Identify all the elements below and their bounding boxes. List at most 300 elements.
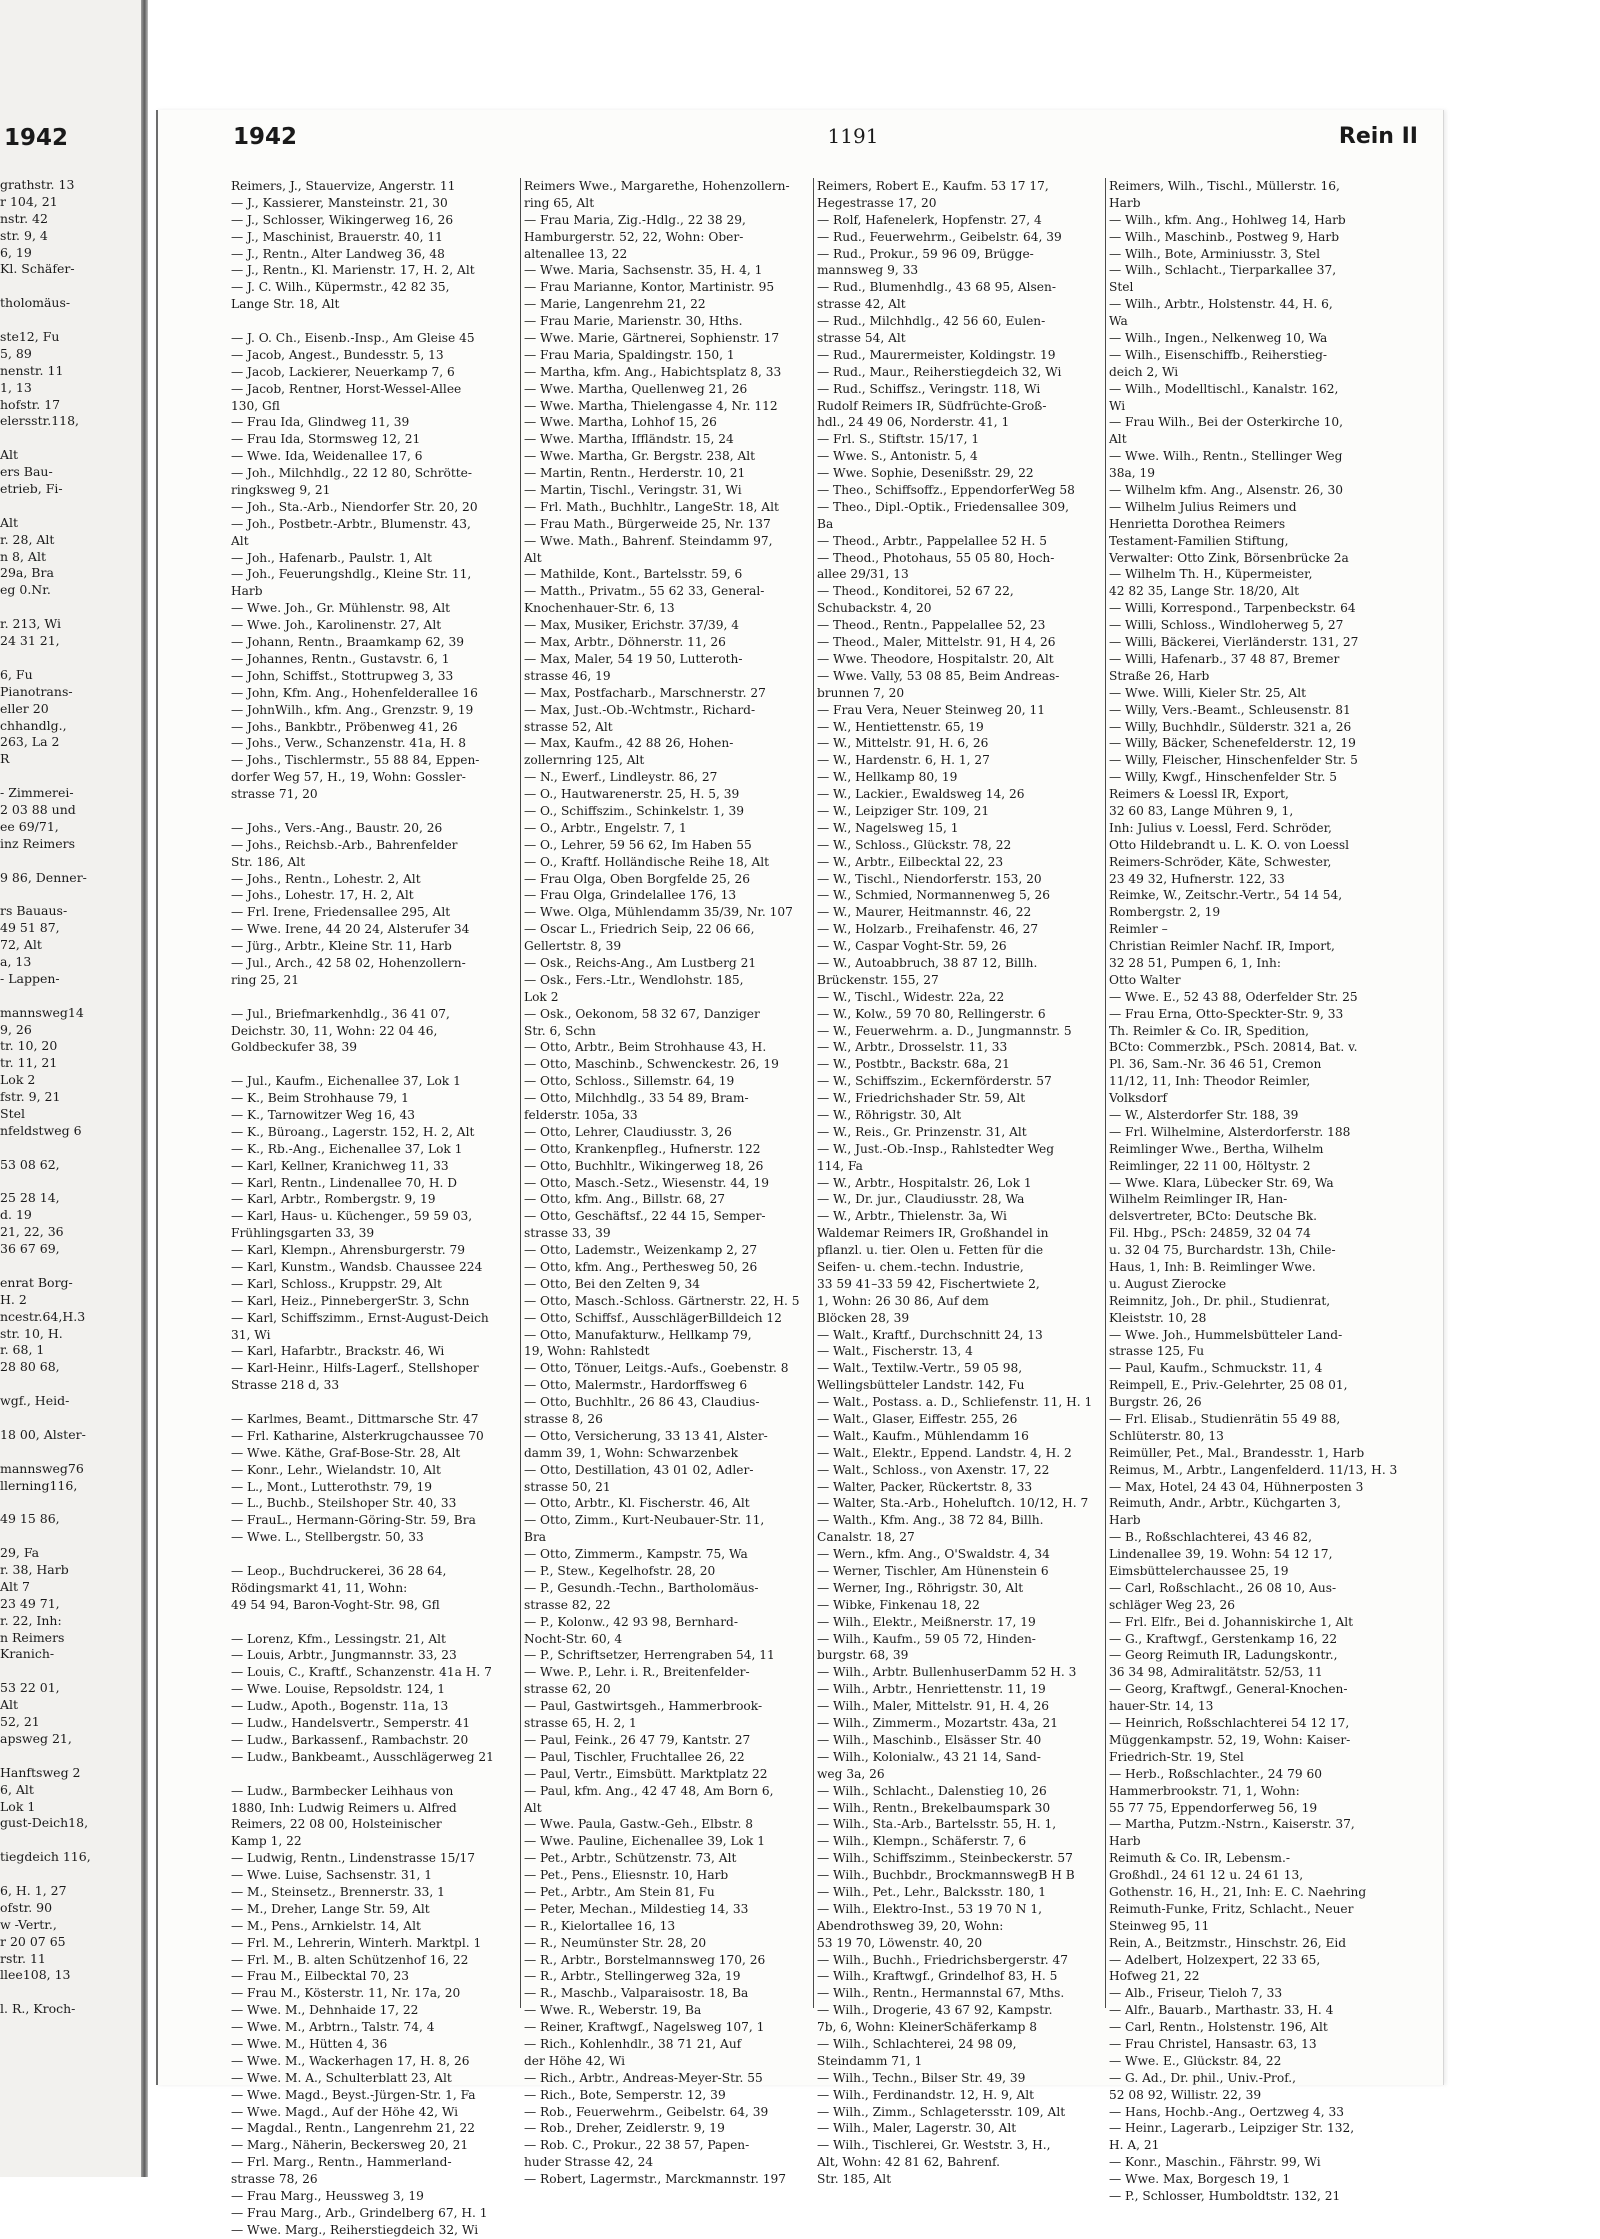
directory-entry-line: — Wilh., Tischlerei, Gr. Weststr. 3, H., bbox=[817, 2138, 1051, 2153]
directory-entry-line: — W., Hellkamp 80, 19 bbox=[817, 770, 958, 785]
page-number: 1191 bbox=[827, 124, 879, 148]
left-page-fragment: Alt bbox=[0, 447, 19, 463]
directory-entry-line: — Joh., Sta.-Arb., Niendorfer Str. 20, 20 bbox=[231, 499, 478, 514]
directory-column-3 bbox=[817, 178, 1100, 2187]
left-page-fragment: Lok 1 bbox=[0, 1798, 36, 1814]
left-page-fragment: n Reimers bbox=[0, 1629, 65, 1645]
directory-entry-line: — Reiner, Kraftwgf., Nagelsweg 107, 1 bbox=[524, 2020, 765, 2035]
directory-entry-line: — Alb., Friseur, Tieloh 7, 33 bbox=[1109, 1986, 1283, 2001]
directory-page bbox=[156, 110, 1444, 2237]
directory-entry-line: Reimlinger Wwe., Bertha, Wilhelm bbox=[1109, 1141, 1324, 1156]
left-page-fragment bbox=[0, 1494, 138, 1511]
left-page-fragment: nenstr. 11 bbox=[0, 362, 64, 378]
directory-entry-line: Str. 186, Alt bbox=[231, 854, 306, 869]
directory-entry-line: Brückenstr. 155, 27 bbox=[817, 972, 939, 987]
directory-column-4 bbox=[1109, 178, 1398, 2203]
directory-entry-line: — W., Tischl., Niendorferstr. 153, 20 bbox=[817, 871, 1042, 886]
directory-entry-line: Müggenkampstr. 52, 19, Wohn: Kaiser- bbox=[1109, 1732, 1351, 1747]
directory-entry-line: allee 29/31, 13 bbox=[817, 567, 909, 582]
directory-entry-line: — Ludwig, Rentn., Lindenstrasse 15/17 bbox=[231, 1851, 475, 1866]
directory-entry-line: — Martha, Putzm.-Nstrn., Kaiserstr. 37, bbox=[1109, 1817, 1355, 1832]
directory-entry-line: — Otto, Bei den Zelten 9, 34 bbox=[524, 1276, 701, 1291]
directory-entry-line: Wi bbox=[1109, 398, 1126, 413]
directory-entry-line: 130, Gfl bbox=[231, 398, 280, 413]
left-page-fragment: Lok 2 bbox=[0, 1072, 36, 1088]
directory-entry-line: — Heinrich, Roßschlachterei 54 12 17, bbox=[1109, 1716, 1350, 1731]
directory-entry-line: — Heinr., Lagerarb., Leipziger Str. 132, bbox=[1109, 2121, 1355, 2136]
directory-entry-line: Steindamm 71, 1 bbox=[817, 2053, 923, 2068]
directory-entry-line: — Walt., Elektr., Eppend. Landstr. 4, H. 2 bbox=[817, 1445, 1072, 1460]
left-page-fragment: nstr. 42 bbox=[0, 210, 48, 226]
left-page-fragment: 5, 89 bbox=[0, 345, 32, 361]
directory-entry-line: — Wilh., Buchbdr., BrockmannswegB H B bbox=[817, 1868, 1075, 1883]
left-page-fragment: elersstr.118, bbox=[0, 413, 80, 429]
left-page-fragment: d. 19 bbox=[0, 1207, 32, 1223]
left-page-fragment: tiegdeich 116, bbox=[0, 1849, 91, 1865]
directory-entry-line: — Otto, Masch.-Setz., Wiesenstr. 44, 19 bbox=[524, 1175, 769, 1190]
directory-entry-line: — Willy, Vers.-Beamt., Schleusenstr. 81 bbox=[1109, 702, 1351, 717]
directory-entry-line: — Wilh., Eisenschiffb., Reiherstieg- bbox=[1109, 347, 1328, 362]
directory-entry-line: — Theod., Konditorei, 52 67 22, bbox=[817, 584, 1014, 599]
left-page-fragment: eg 0.Nr. bbox=[0, 582, 51, 598]
directory-entry-line: Burgstr. 26, 26 bbox=[1109, 1395, 1202, 1410]
directory-entry-line: Harb bbox=[1109, 195, 1141, 210]
left-page-fragment bbox=[0, 1528, 138, 1545]
directory-entry-line: — Osk., Oekonom, 58 32 67, Danziger bbox=[524, 1006, 760, 1021]
directory-entry-line: — Rud., Feuerwehrm., Geibelstr. 64, 39 bbox=[817, 229, 1062, 244]
book-gutter bbox=[141, 0, 148, 2177]
directory-entry-line: — Walt., Kraftf., Durchschnitt 24, 13 bbox=[817, 1327, 1043, 1342]
directory-entry-line: — Otto, Manufakturw., Hellkamp 79, bbox=[524, 1327, 752, 1342]
directory-entry-line: Rombergstr. 2, 19 bbox=[1109, 905, 1221, 920]
directory-entry-line: — Karl, Schiffszimm., Ernst-August-Deich bbox=[231, 1310, 489, 1325]
directory-entry-line: — J., Rentn., Alter Landweg 36, 48 bbox=[231, 246, 445, 261]
directory-entry-line: — Wwe. P., Lehr. i. R., Breitenfelder- bbox=[524, 1665, 750, 1680]
directory-entry-line: delsvertreter, BCto: Deutsche Bk. bbox=[1109, 1209, 1318, 1224]
directory-entry-line: — Peter, Mechan., Mildestieg 14, 33 bbox=[524, 1901, 749, 1916]
left-page-fragment: str. 10, H. bbox=[0, 1325, 63, 1341]
directory-entry-line: — Rob. C., Prokur., 22 38 57, Papen- bbox=[524, 2138, 750, 2153]
directory-entry-line: — Wilh., Klempn., Schäferstr. 7, 6 bbox=[817, 1834, 1027, 1849]
directory-entry-line: — W., Friedrichshader Str. 59, Alt bbox=[817, 1091, 1026, 1106]
directory-entry-line: — Frau M., Kösterstr. 11, Nr. 17a, 20 bbox=[231, 1986, 461, 2001]
directory-entry-line: — O., Arbtr., Engelstr. 7, 1 bbox=[524, 820, 687, 835]
directory-entry-line: — Joh., Feuerungshdlg., Kleine Str. 11, bbox=[231, 567, 472, 582]
directory-entry-line: 31, Wi bbox=[231, 1327, 271, 1342]
directory-entry-line: — Walter, Sta.-Arb., Hoheluftch. 10/12, H. 7 bbox=[817, 1496, 1089, 1511]
directory-entry-line: — Willi, Korrespond., Tarpenbeckstr. 64 bbox=[1109, 601, 1356, 616]
directory-entry-line: — Wwe. S., Antonistr. 5, 4 bbox=[817, 449, 978, 464]
directory-entry-line: Alt bbox=[524, 550, 542, 565]
directory-entry-line: — Willi, Schloss., Windloherweg 5, 27 bbox=[1109, 618, 1344, 633]
directory-entry-line: — Wwe. Magd., Beyst.-Jürgen-Str. 1, Fa bbox=[231, 2087, 476, 2102]
left-page-fragment: 1, 13 bbox=[0, 379, 32, 395]
directory-entry-line: — Max, Just.-Ob.-Wchtmstr., Richard- bbox=[524, 702, 756, 717]
left-page-fragment: Alt bbox=[0, 1697, 19, 1713]
left-page-fragment: r. 68, 1 bbox=[0, 1342, 45, 1358]
directory-entry-line: — Wilh., Zimmerm., Mozartstr. 43a, 21 bbox=[817, 1716, 1058, 1731]
left-page-fragment: apsweg 21, bbox=[0, 1730, 72, 1746]
directory-entry-line: — Paul, kfm. Ang., 42 47 48, Am Born 6, bbox=[524, 1783, 774, 1798]
directory-entry-line: Rudolf Reimers IR, Südfrüchte-Groß- bbox=[817, 398, 1047, 413]
directory-entry-line: 55 77 75, Eppendorferweg 56, 19 bbox=[1109, 1800, 1318, 1815]
directory-entry-line: — Otto, kfm. Ang., Perthesweg 50, 26 bbox=[524, 1260, 758, 1274]
directory-entry-line: — W., Arbtr., Drosselstr. 11, 33 bbox=[817, 1040, 1008, 1055]
directory-entry-line: pflanzl. u. tier. Olen u. Fetten für die bbox=[817, 1243, 1044, 1258]
directory-entry-line bbox=[231, 1546, 514, 1563]
directory-entry-line: Friedrich-Str. 19, Stel bbox=[1109, 1749, 1244, 1764]
directory-entry-line: Reimpell, E., Priv.-Gelehrter, 25 08 01, bbox=[1109, 1378, 1348, 1393]
directory-entry-line: Abendrothsweg 39, 20, Wohn: bbox=[817, 1918, 1004, 1933]
directory-entry-line: strasse 50, 21 bbox=[524, 1479, 611, 1494]
directory-entry-line: — R., Neumünster Str. 28, 20 bbox=[524, 1935, 707, 1950]
directory-entry-line: — Frl. Elfr., Bei d. Johanniskirche 1, Alt bbox=[1109, 1614, 1354, 1629]
left-page-fragment: 25 28 14, bbox=[0, 1190, 60, 1206]
left-page-fragment: inz Reimers bbox=[0, 835, 76, 851]
directory-entry-line: — Otto, Zimmerm., Kampstr. 75, Wa bbox=[524, 1547, 748, 1562]
directory-entry-line: Testament-Familien Stiftung, bbox=[1109, 533, 1289, 548]
directory-entry-line: 36 34 98, Admiralitätstr. 52/53, 11 bbox=[1109, 1665, 1323, 1680]
directory-entry-line: — Otto, Milchhdlg., 33 54 89, Bram- bbox=[524, 1091, 749, 1106]
directory-entry-line: Str. 6, Schn bbox=[524, 1023, 596, 1038]
directory-entry-line: — W., Hentiettenstr. 65, 19 bbox=[817, 719, 984, 734]
directory-entry-line: — Ludw., Handelsvertr., Semperstr. 41 bbox=[231, 1716, 471, 1731]
directory-entry-line: — Willy, Buchhdlr., Sülderstr. 321 a, 26 bbox=[1109, 719, 1352, 734]
directory-entry-line: — Frau Maria, Zig.-Hdlg., 22 38 29, bbox=[524, 212, 746, 227]
left-page-fragment: ee 69/71, bbox=[0, 818, 59, 834]
left-page-fragment: 29a, Bra bbox=[0, 565, 54, 581]
directory-entry-line: Reimers, J., Stauervize, Angerstr. 11 bbox=[231, 179, 456, 193]
directory-entry-line: Frühlingsgarten 33, 39 bbox=[231, 1226, 375, 1241]
left-page-fragment: wgf., Heid- bbox=[0, 1393, 70, 1409]
left-page-fragment: 72, Alt bbox=[0, 937, 42, 953]
directory-entry-line: — Wilh., Arbtr., Holstenstr. 44, H. 6, bbox=[1109, 297, 1333, 312]
directory-entry-line: — Karl, Rentn., Lindenallee 70, H. D bbox=[231, 1175, 457, 1190]
directory-entry-line: — Otto, Versicherung, 33 13 41, Alster- bbox=[524, 1428, 768, 1443]
directory-entry-line: Steinweg 95, 11 bbox=[1109, 1918, 1210, 1933]
directory-entry-line: Alt bbox=[231, 533, 249, 548]
directory-entry-line: — Walt., Textilw.-Vertr., 59 05 98, bbox=[817, 1361, 1023, 1376]
left-page-fragment: 263, La 2 bbox=[0, 734, 60, 750]
left-page-fragment bbox=[0, 853, 138, 870]
directory-entry-line: — Theo., Dipl.-Optik., Friedensallee 309, bbox=[817, 499, 1069, 514]
left-page-fragment: rs Bauaus- bbox=[0, 903, 68, 919]
directory-entry-line: — Rob., Dreher, Zeidlerstr. 9, 19 bbox=[524, 2121, 725, 2136]
directory-entry-line: — Theod., Arbtr., Pappelallee 52 H. 5 bbox=[817, 533, 1047, 548]
directory-entry-line: — G. Ad., Dr. phil., Univ.-Prof., bbox=[1109, 2070, 1297, 2085]
left-page-fragment: ers Bau- bbox=[0, 464, 53, 480]
directory-entry-line: — Frau Marg., Heussweg 3, 19 bbox=[231, 2188, 424, 2203]
directory-entry-line: — W., Röhrigstr. 30, Alt bbox=[817, 1107, 962, 1122]
directory-entry-line: — Wilh., Buchh., Friedrichsbergerstr. 47 bbox=[817, 1952, 1069, 1967]
directory-entry-line: — Wilh., Zimm., Schlagetersstr. 109, Alt bbox=[817, 2104, 1066, 2119]
left-page-fragment: ncestr.64,H.3 bbox=[0, 1308, 86, 1324]
left-page-fragment: 53 22 01, bbox=[0, 1680, 60, 1696]
directory-entry-line: — Wwe. Luise, Sachsenstr. 31, 1 bbox=[231, 1868, 433, 1883]
left-page-fragment bbox=[0, 278, 138, 295]
directory-entry-line: — W., Postbtr., Backstr. 68a, 21 bbox=[817, 1057, 1010, 1072]
directory-entry-line: — Walth., Kfm. Ang., 38 72 84, Billh. bbox=[817, 1513, 1044, 1528]
directory-entry-line: damm 39, 1, Wohn: Schwarzenbek bbox=[524, 1445, 738, 1460]
directory-entry-line: u. 32 04 75, Burchardstr. 13h, Chile- bbox=[1109, 1243, 1336, 1258]
directory-entry-line: Hammerbrookstr. 71, 1, Wohn: bbox=[1109, 1783, 1300, 1798]
directory-entry-line: — Rud., Maurermeister, Koldingstr. 19 bbox=[817, 347, 1056, 362]
left-page-fragment: l. R., Kroch- bbox=[0, 2001, 76, 2017]
left-page-fragment bbox=[0, 1258, 138, 1275]
directory-entry-line: — Wilh., Maler, Mittelstr. 91, H. 4, 26 bbox=[817, 1699, 1050, 1714]
directory-entry-line: — Frau Maria, Spaldingstr. 150, 1 bbox=[524, 347, 735, 362]
directory-entry-line: — Frau Vera, Neuer Steinweg 20, 11 bbox=[817, 702, 1045, 717]
directory-entry-line: — Otto, Destillation, 43 01 02, Adler- bbox=[524, 1462, 754, 1477]
directory-entry-line bbox=[231, 1394, 514, 1411]
directory-entry-line: — Johs., Verw., Schanzenstr. 41a, H. 8 bbox=[231, 736, 466, 751]
directory-entry-line: — Karl, Haus- u. Küchenger., 59 59 03, bbox=[231, 1209, 473, 1224]
directory-entry-line: Reimuth & Co. IR, Lebensm.- bbox=[1109, 1851, 1290, 1866]
directory-entry-line: — Wilhelm Th. H., Küpermeister, bbox=[1109, 567, 1313, 582]
directory-entry-line: — Wwe. Martha, Thielengasse 4, Nr. 112 bbox=[524, 398, 778, 413]
left-page-fragment bbox=[0, 1140, 138, 1157]
left-page-fragment bbox=[0, 498, 138, 515]
directory-entry-line: — Wwe. Joh., Karolinenstr. 27, Alt bbox=[231, 618, 442, 633]
left-page-fragment bbox=[0, 1984, 138, 2001]
directory-entry-line: — Johs., Lohestr. 17, H. 2, Alt bbox=[231, 888, 414, 903]
left-page-fragment: H. 2 bbox=[0, 1291, 27, 1307]
left-page-fragment bbox=[0, 1444, 138, 1461]
directory-entry-line: — Jacob, Angest., Bundesstr. 5, 13 bbox=[231, 347, 444, 362]
directory-entry-line: Reimlinger, 22 11 00, Höltystr. 2 bbox=[1109, 1158, 1311, 1173]
left-page-fragment: r. 213, Wi bbox=[0, 616, 61, 632]
directory-entry-line: — J. O. Ch., Eisenb.-Insp., Am Gleise 45 bbox=[231, 331, 475, 346]
directory-entry-line: Seifen- u. chem.-techn. Industrie, bbox=[817, 1260, 1024, 1274]
directory-entry-line: — Johannes, Rentn., Gustavstr. 6, 1 bbox=[231, 651, 450, 666]
directory-entry-line: — W., Kolw., 59 70 80, Rellingerstr. 6 bbox=[817, 1006, 1046, 1021]
directory-entry-line: — Joh., Postbetr.-Arbtr., Blumenstr. 43, bbox=[231, 516, 471, 531]
directory-entry-line: Christian Reimler Nachf. IR, Import, bbox=[1109, 939, 1335, 954]
directory-entry-line: — Frl. Math., Buchhltr., LangeStr. 18, Alt bbox=[524, 499, 779, 514]
directory-entry-line: strasse 52, Alt bbox=[524, 719, 613, 734]
directory-entry-line: strasse 62, 20 bbox=[524, 1682, 611, 1697]
directory-entry-line: 7b, 6, Wohn: KleinerSchäferkamp 8 bbox=[817, 2020, 1037, 2035]
directory-entry-line: — Karlmes, Beamt., Dittmarsche Str. 47 bbox=[231, 1412, 479, 1427]
left-page-fragment: nfeldstweg 6 bbox=[0, 1122, 82, 1138]
directory-entry-line: — Theod., Photohaus, 55 05 80, Hoch- bbox=[817, 550, 1055, 565]
directory-entry-line: — Wilhelm kfm. Ang., Alsenstr. 26, 30 bbox=[1109, 483, 1344, 498]
directory-entry-line bbox=[231, 1056, 514, 1073]
directory-entry-line: Knochenhauer-Str. 6, 13 bbox=[524, 601, 675, 616]
directory-entry-line: — Wilh., Rentn., Brekelbaumspark 30 bbox=[817, 1800, 1051, 1815]
directory-entry-line: strasse 33, 39 bbox=[524, 1226, 611, 1241]
directory-entry-line: — Wwe. Käthe, Graf-Bose-Str. 28, Alt bbox=[231, 1445, 461, 1460]
directory-entry-line bbox=[231, 989, 514, 1006]
directory-entry-line: — J., Schlosser, Wikingerweg 16, 26 bbox=[231, 212, 454, 227]
left-page-fragment: Kl. Schäfer- bbox=[0, 261, 75, 277]
directory-entry-line: huder Strasse 42, 24 bbox=[524, 2155, 654, 2170]
directory-entry-line: — Lorenz, Kfm., Lessingstr. 21, Alt bbox=[231, 1631, 446, 1646]
left-page-fragment bbox=[0, 1663, 138, 1680]
directory-entry-line: — Wwe. Joh., Hummelsbütteler Land- bbox=[1109, 1327, 1343, 1342]
directory-entry-line: Volksdorf bbox=[1109, 1091, 1168, 1106]
directory-entry-line: — Paul, Vertr., Eimsbütt. Marktplatz 22 bbox=[524, 1766, 768, 1781]
directory-entry-line: — Wwe. L., Stellbergstr. 50, 33 bbox=[231, 1530, 424, 1545]
directory-entry-line: strasse 65, H. 2, 1 bbox=[524, 1716, 637, 1731]
directory-entry-line: 1880, Inh: Ludwig Reimers u. Alfred bbox=[231, 1800, 457, 1815]
left-page-fragment: 49 51 87, bbox=[0, 920, 60, 936]
directory-entry-line: deich 2, Wi bbox=[1109, 364, 1179, 379]
directory-entry-line: — JohnWilh., kfm. Ang., Grenzstr. 9, 19 bbox=[231, 702, 474, 717]
directory-entry-line: — W., Alsterdorfer Str. 188, 39 bbox=[1109, 1107, 1299, 1122]
directory-entry-line: — Johann, Rentn., Braamkamp 62, 39 bbox=[231, 635, 464, 650]
directory-entry-line: — O., Lehrer, 59 56 62, Im Haben 55 bbox=[524, 837, 752, 852]
directory-entry-line: — Wwe. Paula, Gastw.-Geh., Elbstr. 8 bbox=[524, 1817, 753, 1832]
directory-entry-line: Wellingsbütteler Landstr. 142, Fu bbox=[817, 1378, 1025, 1393]
directory-entry-line: — Theod., Maler, Mittelstr. 91, H 4, 26 bbox=[817, 635, 1056, 650]
directory-entry-line: — Max, Maler, 54 19 50, Lutteroth- bbox=[524, 651, 743, 666]
directory-entry-line: — R., Kielortallee 16, 13 bbox=[524, 1918, 676, 1933]
directory-entry-line: — Jul., Arch., 42 58 02, Hohenzollern- bbox=[231, 955, 466, 970]
left-page-fragment: 24 31 21, bbox=[0, 633, 60, 649]
directory-entry-line: — Martin, Tischl., Veringstr. 31, Wi bbox=[524, 483, 742, 498]
directory-entry-line: — W., Feuerwehrm. a. D., Jungmannstr. 5 bbox=[817, 1023, 1072, 1038]
directory-entry-line: — Wwe. Klara, Lübecker Str. 69, Wa bbox=[1109, 1175, 1334, 1190]
directory-entry-line bbox=[231, 803, 514, 820]
directory-entry-line: 19, Wohn: Rahlstedt bbox=[524, 1344, 650, 1359]
left-page-fragment: 52, 21 bbox=[0, 1714, 40, 1730]
directory-entry-line: — Wilh., Kolonialw., 43 21 14, Sand- bbox=[817, 1749, 1041, 1764]
directory-entry-line: — W., Maurer, Heitmannstr. 46, 22 bbox=[817, 905, 1032, 920]
directory-entry-line: der Höhe 42, Wi bbox=[524, 2053, 626, 2068]
directory-entry-line: — N., Ewerf., Lindleystr. 86, 27 bbox=[524, 770, 718, 785]
directory-entry-line: — Wilh., Sta.-Arb., Bartelsstr. 55, H. 1, bbox=[817, 1817, 1057, 1832]
directory-entry-line: — Osk., Reichs-Ang., Am Lustberg 21 bbox=[524, 955, 757, 970]
directory-entry-line: — Wilh., Drogerie, 43 67 92, Kampstr. bbox=[817, 2003, 1053, 2018]
directory-entry-line: — Wwe. Math., Bahrenf. Steindamm 97, bbox=[524, 533, 773, 548]
directory-entry-line: — Max, Hotel, 24 43 04, Hühnerposten 3 bbox=[1109, 1479, 1364, 1494]
directory-entry-line: — Wilh., Schlachterei, 24 98 09, bbox=[817, 2036, 1017, 2051]
directory-entry-line: Reimers, Robert E., Kaufm. 53 17 17, bbox=[817, 179, 1049, 193]
directory-entry-line: — W., Dr. jur., Claudiusstr. 28, Wa bbox=[817, 1192, 1025, 1207]
directory-entry-line: — Willy, Fleischer, Hinschenfelder Str. 5 bbox=[1109, 753, 1358, 768]
directory-entry-line: — Frl. Marg., Rentn., Hammerland- bbox=[231, 2155, 452, 2170]
directory-entry-line: — Pet., Pens., Eliesnstr. 10, Harb bbox=[524, 1868, 729, 1883]
left-page-fragment: mannsweg14 bbox=[0, 1004, 84, 1020]
directory-entry-line: — Willy, Kwgf., Hinschenfelder Str. 5 bbox=[1109, 770, 1338, 785]
directory-entry-line: — W., Caspar Voght-Str. 59, 26 bbox=[817, 939, 1007, 954]
directory-entry-line: — Ludw., Bankbeamt., Ausschlägerweg 21 bbox=[231, 1749, 494, 1764]
directory-entry-line: — Werner, Tischler, Am Hünenstein 6 bbox=[817, 1564, 1049, 1579]
directory-entry-line: — Wwe. Olga, Mühlendamm 35/39, Nr. 107 bbox=[524, 905, 793, 920]
directory-entry-line: — Adelbert, Holzexpert, 22 33 65, bbox=[1109, 1952, 1321, 1967]
directory-entry-line: — W., Schloss., Glückstr. 78, 22 bbox=[817, 837, 1012, 852]
left-page-fragment: ofstr. 90 bbox=[0, 1899, 53, 1915]
left-page-fragment: etrieb, Fi- bbox=[0, 481, 63, 497]
left-page-fragment bbox=[0, 1174, 138, 1191]
directory-entry-line: — Wwe. E., 52 43 88, Oderfelder Str. 25 bbox=[1109, 989, 1358, 1004]
directory-entry-line: — Frau Ida, Stormsweg 12, 21 bbox=[231, 432, 421, 447]
directory-entry-line: — W., Reis., Gr. Prinzenstr. 31, Alt bbox=[817, 1124, 1027, 1139]
directory-entry-line: — Wwe. Irene, 44 20 24, Alsterufer 34 bbox=[231, 922, 470, 937]
directory-entry-line: — Wilh., Schlacht., Dalenstieg 10, 26 bbox=[817, 1783, 1047, 1798]
directory-entry-line: mannsweg 9, 33 bbox=[817, 263, 919, 278]
directory-entry-line: — Wwe. Martha, Quellenweg 21, 26 bbox=[524, 381, 748, 396]
directory-entry-line: Schlüterstr. 80, 13 bbox=[1109, 1428, 1224, 1443]
directory-entry-line: — Walt., Fischerstr. 13, 4 bbox=[817, 1344, 973, 1359]
directory-entry-line: — Wibke, Finkenau 18, 22 bbox=[817, 1597, 980, 1612]
directory-entry-line: — Carl, Rentn., Holstenstr. 196, Alt bbox=[1109, 2020, 1328, 2035]
directory-entry-line: — Magdal., Rentn., Langenrehm 21, 22 bbox=[231, 2121, 475, 2136]
running-head: Rein II bbox=[1338, 124, 1418, 149]
directory-entry-line: — Georg, Kraftwgf., General-Knochen- bbox=[1109, 1682, 1348, 1697]
directory-entry-line: weg 3a, 26 bbox=[817, 1766, 885, 1781]
directory-entry-line: — Frl. M., Lehrerin, Winterh. Marktpl. 1 bbox=[231, 1935, 482, 1950]
directory-entry-line: Stel bbox=[1109, 280, 1134, 295]
directory-entry-line: — J., Rentn., Kl. Marienstr. 17, H. 2, Alt bbox=[231, 263, 475, 278]
directory-entry-line: Pl. 36, Sam.-Nr. 36 46 51, Cremon bbox=[1109, 1057, 1322, 1072]
directory-entry-line: brunnen 7, 20 bbox=[817, 685, 905, 700]
directory-entry-line: ring 65, Alt bbox=[524, 195, 595, 210]
directory-entry-line bbox=[231, 1766, 514, 1783]
directory-entry-line: 42 82 35, Lange Str. 18/20, Alt bbox=[1109, 584, 1300, 599]
left-page-fragment bbox=[0, 1376, 138, 1393]
directory-entry-line: — Frl. Katharine, Alsterkrugchaussee 70 bbox=[231, 1428, 484, 1443]
directory-entry-line: — Wilh., Elektr., Meißnerstr. 17, 19 bbox=[817, 1614, 1036, 1629]
directory-entry-line: — Max, Arbtr., Döhnerstr. 11, 26 bbox=[524, 635, 726, 650]
directory-entry-line: — Wilh., Kaufm., 59 05 72, Hinden- bbox=[817, 1631, 1036, 1646]
directory-entry-line: — Wilh., Techn., Bilser Str. 49, 39 bbox=[817, 2070, 1026, 2085]
directory-entry-line: — Martha, kfm. Ang., Habichtsplatz 8, 33 bbox=[524, 364, 782, 379]
directory-entry-line: 1, Wohn: 26 30 86, Auf dem bbox=[817, 1293, 989, 1308]
directory-entry-line: — Otto, Schiffsf., AusschlägerBilldeich 12 bbox=[524, 1310, 782, 1325]
directory-entry-line: — Max, Kaufm., 42 88 26, Hohen- bbox=[524, 736, 734, 751]
directory-entry-line: — Wilh., Kraftwgf., Grindelhof 83, H. 5 bbox=[817, 1969, 1058, 1984]
directory-entry-line: — W., Schiffszim., Eckernförderstr. 57 bbox=[817, 1074, 1052, 1089]
directory-entry-line: — Ludw., Barkassenf., Rambachstr. 20 bbox=[231, 1732, 469, 1747]
directory-entry-line: — Walt., Schloss., von Axenstr. 17, 22 bbox=[817, 1462, 1050, 1477]
directory-entry-line: — Otto, Lehrer, Claudiusstr. 3, 26 bbox=[524, 1124, 732, 1139]
directory-entry-line: — Ludw., Barmbecker Leihhaus von bbox=[231, 1783, 454, 1798]
directory-entry-line: — Frl. Wilhelmine, Alsterdorferstr. 188 bbox=[1109, 1124, 1351, 1139]
directory-entry-line: Alt, Wohn: 42 81 62, Bahrenf. bbox=[817, 2155, 1000, 2170]
directory-entry-line: — Alfr., Bauarb., Marthastr. 33, H. 4 bbox=[1109, 2003, 1334, 2018]
directory-entry-line: — P., Schriftsetzer, Herrengraben 54, 11 bbox=[524, 1648, 775, 1663]
directory-entry-line: — Ludw., Apoth., Bogenstr. 11a, 13 bbox=[231, 1699, 449, 1714]
directory-entry-line: Reimler – bbox=[1109, 922, 1168, 937]
left-page-fragment: 6, Fu bbox=[0, 666, 33, 682]
directory-entry-line: — Rob., Feuerwehrm., Geibelstr. 64, 39 bbox=[524, 2104, 769, 2119]
directory-entry-line: — Robert, Lagermstr., Marckmannstr. 197 bbox=[524, 2172, 787, 2187]
directory-entry-line: hdl., 24 49 06, Norderstr. 41, 1 bbox=[817, 415, 1010, 430]
directory-entry-line: — Theo., Schiffsoffz., EppendorferWeg 58 bbox=[817, 483, 1075, 498]
directory-entry-line: — G., Kraftwgf., Gerstenkamp 16, 22 bbox=[1109, 1631, 1338, 1646]
directory-entry-line: Harb bbox=[231, 584, 263, 599]
directory-entry-line: — Otto, Buchhltr., Wikingerweg 18, 26 bbox=[524, 1158, 764, 1173]
directory-entry-line: Bra bbox=[524, 1530, 547, 1545]
directory-entry-line: — Wilh., Schiffszimm., Steinbeckerstr. 57 bbox=[817, 1851, 1073, 1866]
left-page-fragment: Alt bbox=[0, 514, 19, 530]
directory-entry-line: — J., Maschinist, Brauerstr. 40, 11 bbox=[231, 229, 443, 244]
directory-entry-line: — Otto, Lademstr., Weizenkamp 2, 27 bbox=[524, 1243, 758, 1258]
directory-entry-line: — Johs., Rentn., Lohestr. 2, Alt bbox=[231, 871, 421, 886]
directory-entry-line: — W., Schmied, Normannenweg 5, 26 bbox=[817, 888, 1051, 903]
directory-entry-line: strasse 78, 26 bbox=[231, 2172, 318, 2187]
left-page-fragment: tr. 10, 20 bbox=[0, 1038, 58, 1054]
left-page-fragment bbox=[0, 430, 138, 447]
directory-entry-line: — Matth., Privatm., 55 62 33, General- bbox=[524, 584, 765, 599]
directory-entry-line: — Frau M., Eilbecktal 70, 23 bbox=[231, 1969, 410, 1984]
left-page-fragment: 23 49 71, bbox=[0, 1595, 60, 1611]
directory-entry-line: — Max, Postfacharb., Marschnerstr. 27 bbox=[524, 685, 766, 700]
directory-entry-line: burgstr. 68, 39 bbox=[817, 1648, 909, 1663]
directory-entry-line: — W., Holzarb., Freihafenstr. 46, 27 bbox=[817, 922, 1039, 937]
